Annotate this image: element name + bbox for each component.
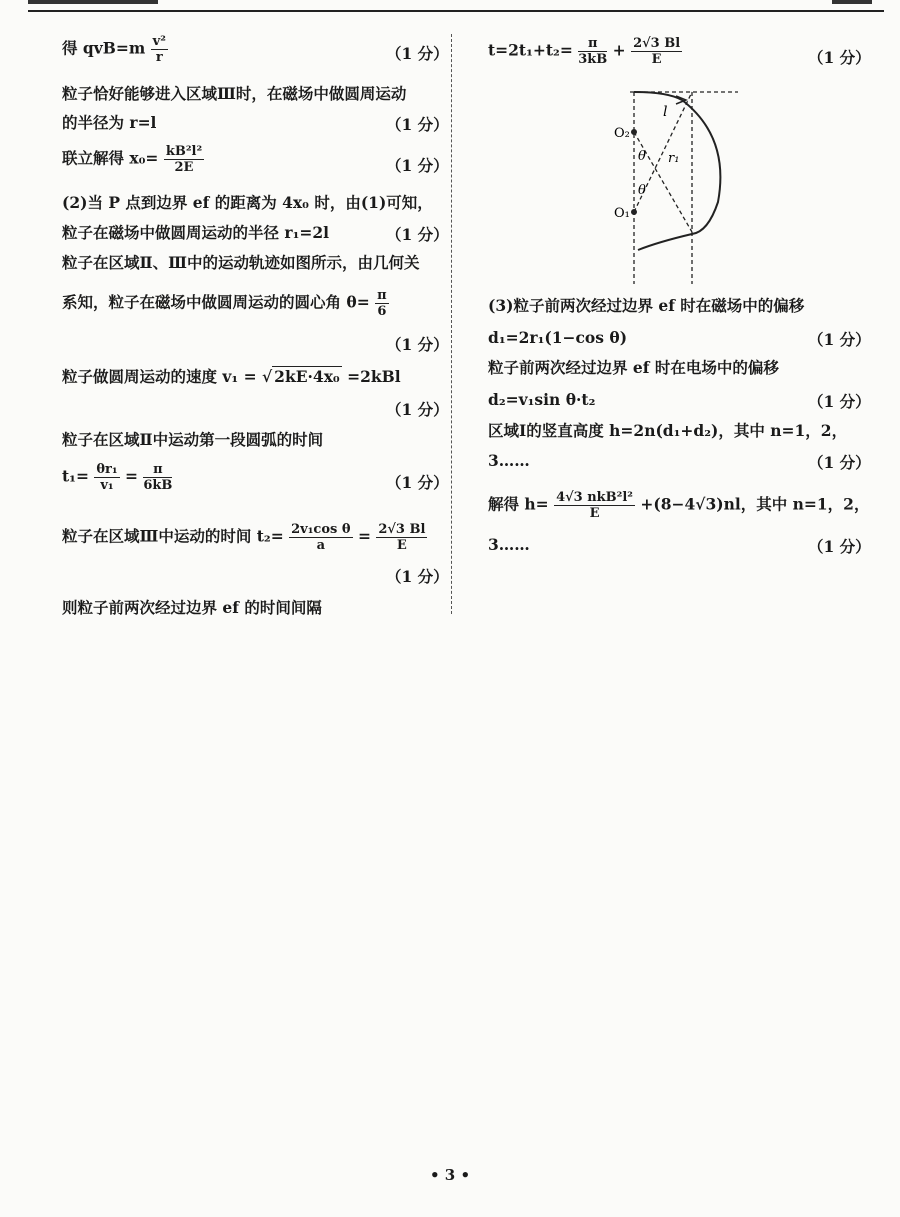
eq-t1: t₁= $\frac{\text{θr₁}}{\text{v₁}}$ = $\frac{\pi}{6kB}$ — [62, 462, 173, 493]
header-rule — [28, 0, 884, 12]
eq-theta: 系知，粒子在磁场中做圆周运动的圆心角 θ= $\frac{\pi}{6}$ — [62, 288, 387, 319]
eq-t2: 粒子在区域Ⅲ中运动的时间 t₂= $\frac{\text{2v₁cos θ}}{a}$ = $\frac{2√3 Bl}{E}$ — [62, 522, 426, 553]
text-line: 粒子在磁场中做圆周运动的半径 r₁=2l — [62, 223, 330, 242]
trajectory-diagram — [608, 82, 748, 287]
label-o1: O₁ — [614, 206, 630, 221]
eq-x0: 联立解得 x₀= $\frac{\text{kB²l²}}{2E}$ — [62, 144, 203, 175]
header-right-mark — [832, 0, 872, 4]
center-o1-dot — [631, 209, 637, 215]
eq-d2: d₂=v₁sin θ·t₂ — [488, 390, 596, 409]
score-5: （1 分） — [386, 335, 449, 354]
text-line: 的半径为 r=l — [62, 113, 157, 132]
eq-v1: 粒子做圆周运动的速度 v₁ = √ 2kE·4x₀ =2kBl — [62, 367, 401, 386]
text-line: 粒子恰好能够进入区域Ⅲ时，在磁场中做圆周运动 — [62, 84, 407, 103]
label-l: l — [663, 104, 668, 120]
score-9: （1 分） — [808, 48, 871, 67]
label-theta-1: θ — [638, 149, 646, 164]
text-line: (2)当 P 点到边界 ef 的距离为 4x₀ 时，由(1)可知， — [62, 193, 433, 212]
score-4: （1 分） — [386, 225, 449, 244]
label-theta-2: θ — [638, 183, 646, 198]
text-line: (3)粒子前两次经过边界 ef 时在磁场中的偏移 — [488, 296, 805, 315]
score-6: （1 分） — [386, 400, 449, 419]
score-10: （1 分） — [808, 330, 871, 349]
small-arc — [634, 92, 682, 100]
text-line: 3…… — [488, 451, 530, 470]
eq-text: 得 qvB=m — [62, 38, 146, 58]
text-line: 则粒子前两次经过边界 ef 的时间间隔 — [62, 598, 322, 617]
large-arc — [682, 100, 720, 234]
eq-h: 解得 h= 4√3 nkB²l² E +(8−4√3)nl，其中 n=1，2， — [488, 490, 870, 521]
score-1: （1 分） — [386, 44, 449, 63]
eq-d1: d₁=2r₁(1−cos θ) — [488, 328, 628, 347]
radius-line-1 — [634, 132, 692, 232]
score-8: （1 分） — [386, 567, 449, 586]
score-13: （1 分） — [808, 537, 871, 556]
column-divider — [451, 34, 452, 614]
text-line: 区域Ⅰ的竖直高度 h=2n(d₁+d₂)，其中 n=1，2， — [488, 421, 848, 440]
text-line: 粒子在区域Ⅱ、Ⅲ中的运动轨迹如图所示，由几何关 — [62, 253, 420, 272]
text-line: 粒子前两次经过边界 ef 时在电场中的偏移 — [488, 358, 779, 377]
center-o2-dot — [631, 129, 637, 135]
label-o2: O₂ — [614, 126, 630, 141]
eq-lorentz — [62, 34, 168, 65]
eq-total-time: t=2t₁+t₂= $\frac{\pi}{3kB}$ + $\frac{2√3 Bl}{E}$ — [488, 36, 681, 67]
fraction: $\frac{\text{v²}}{r}$ — [152, 34, 166, 65]
text-line: 粒子在区域Ⅱ中运动第一段圆弧的时间 — [62, 430, 324, 449]
score-11: （1 分） — [808, 392, 871, 411]
header-left-mark — [28, 0, 158, 4]
score-7: （1 分） — [386, 473, 449, 492]
text-line: 3…… — [488, 535, 530, 554]
score-3: （1 分） — [386, 156, 449, 175]
page-number: • 3 • — [429, 1166, 471, 1184]
label-r1: r₁ — [668, 151, 680, 166]
score-2: （1 分） — [386, 115, 449, 134]
exit-arc — [638, 234, 692, 250]
score-12: （1 分） — [808, 453, 871, 472]
